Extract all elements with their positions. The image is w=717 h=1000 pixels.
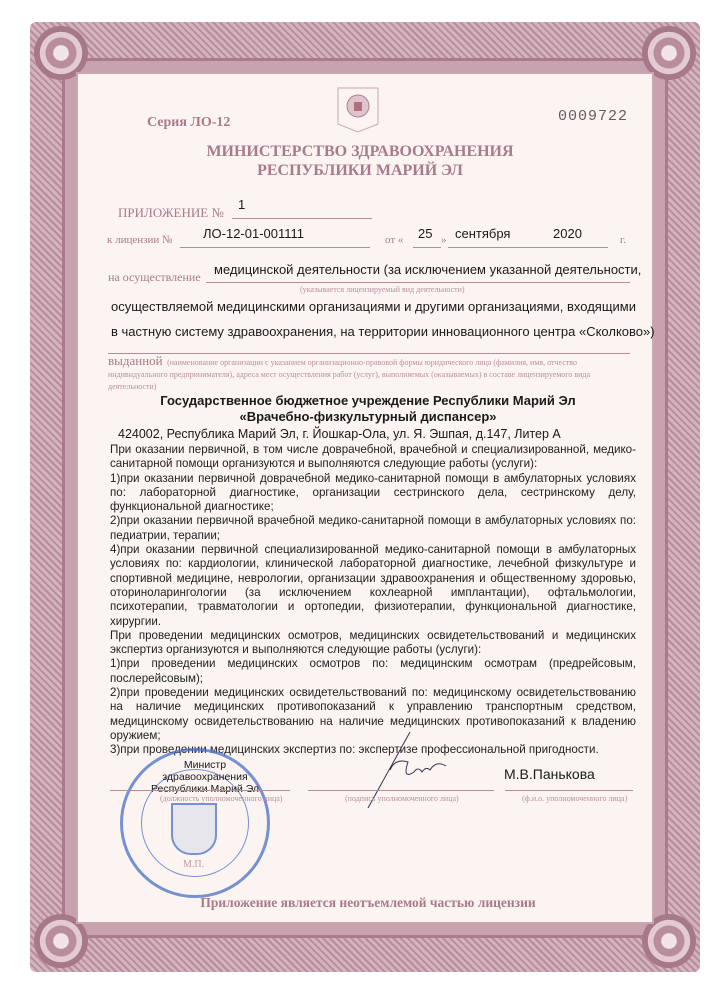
- name-caption: (ф.и.о. уполномоченного лица): [522, 794, 628, 803]
- activity-caption: (указывается лицензируемый вид деятельности): [300, 285, 465, 294]
- paragraph: 1)при проведении медицинских осмотров по: медицинским осмотрам (предрейсовым, послерейсовым);: [110, 657, 636, 685]
- organization-name: [100, 393, 636, 425]
- form-number: 0009722: [558, 108, 629, 125]
- activity-line-2: осуществляемой медицинскими организациями и другими организациями, входящими: [111, 299, 636, 314]
- paragraph: 2)при оказании первичной врачебной медико-санитарной помощи в амбулаторных условиях по: педиатрии, терапии;: [110, 514, 636, 542]
- license-label: к лицензии №: [107, 234, 173, 246]
- activity-line-3: в частную систему здравоохранения, на территории инновационного центра «Сколково»): [111, 324, 655, 339]
- paragraph: При оказании первичной, в том числе доврачебной, врачебной и специализированной, медико-санитарной помощи организуются и выполняются следующие работы (услуги):: [110, 443, 636, 471]
- services-text: [110, 443, 636, 758]
- license-number: ЛО-12-01-001111: [203, 226, 305, 241]
- org-line-2: «Врачебно-физкультурный диспансер»: [239, 409, 497, 424]
- position-line-1: Министр здравоохранения: [162, 759, 248, 783]
- signer-name: М.В.Панькова: [504, 766, 595, 782]
- series-label: Серия ЛО-12: [147, 115, 231, 130]
- license-year: 2020: [553, 226, 582, 241]
- issued-caption: (наименование организации с указанием организационно-правовой формы юридического лица (фамилия, имя, отчество индивидуального предпринимателя), адреса мест осуществления работ (услуг), выполняемых (оказываемых) в составе лицензируемого вида деятельности): [108, 358, 591, 391]
- paragraph: При проведении медицинских осмотров, медицинских освидетельствований и медицинских экспертиз организуются и выполняются следующие работы (услуги):: [110, 628, 636, 657]
- coat-of-arms-icon: [336, 86, 380, 134]
- org-line-1: Государственное бюджетное учреждение Республики Марий Эл: [160, 393, 576, 408]
- activity-line-1: медицинской деятельности (за исключением указанной деятельности,: [214, 262, 642, 277]
- position-caption: (должность уполномоченного лица): [160, 794, 283, 803]
- sign-caption: (подпись уполномоченного лица): [345, 794, 459, 803]
- from-label: от «: [385, 234, 404, 246]
- paragraph: 2)при проведении медицинских освидетельствований по: медицинскому освидетельствованию на наличие медицинских противопоказаний к управлению транспортным средством, медицинскому освидетельствованию на наличие медицинских противопоказаний к владению оружием;: [110, 686, 636, 742]
- appendix-number: 1: [238, 197, 246, 212]
- appendix-label: ПРИЛОЖЕНИЕ №: [118, 205, 224, 220]
- issued-block: [108, 353, 632, 392]
- paragraph: 4)при оказании первичной специализированной медико-санитарной помощи в амбулаторных условиях по: кардиологии, клинической лабораторной диагностике, лечебной физкультуре и спортивной медицине, неврологии, организации здравоохранения и общественному здоровью, оториноларингологии (за исключением кохлеарной имплантации), офтальмологии, психотерапии, травматологии и ортопедии, физиотерапии, функциональной диагностике, хирургии.: [110, 543, 636, 628]
- ministry-line-1: МИНИСТЕРСТВО ЗДРАВООХРАНЕНИЯ: [206, 143, 514, 160]
- paragraph: 3)при проведении медицинских экспертиз по: экспертизе профессиональной пригодности.: [110, 743, 599, 757]
- position-line-2: Республики Марий Эл: [150, 783, 260, 795]
- issued-label: выданной: [108, 353, 163, 368]
- license-month: сентября: [455, 226, 511, 241]
- organization-address: 424002, Республика Марий Эл, г. Йошкар-Ола, ул. Я. Эшпая, д.147, Литер А: [118, 427, 561, 441]
- year-suffix: г.: [620, 234, 627, 246]
- stamp-mark: М.П.: [183, 859, 205, 870]
- ministry-line-2: РЕСПУБЛИКИ МАРИЙ ЭЛ: [257, 162, 463, 179]
- paragraph: 1)при оказании первичной доврачебной медико-санитарной помощи в амбулаторных условиях по: лабораторной диагностике, организации сестринского дела, сестринскому делу, функциональной диагностике;: [110, 471, 636, 514]
- ministry-title: [100, 142, 620, 180]
- activity-label: на осуществление: [108, 270, 201, 284]
- footer-note: Приложение является неотъемлемой частью лицензии: [200, 895, 536, 910]
- from-close: »: [441, 234, 447, 246]
- license-day: 25: [418, 226, 433, 241]
